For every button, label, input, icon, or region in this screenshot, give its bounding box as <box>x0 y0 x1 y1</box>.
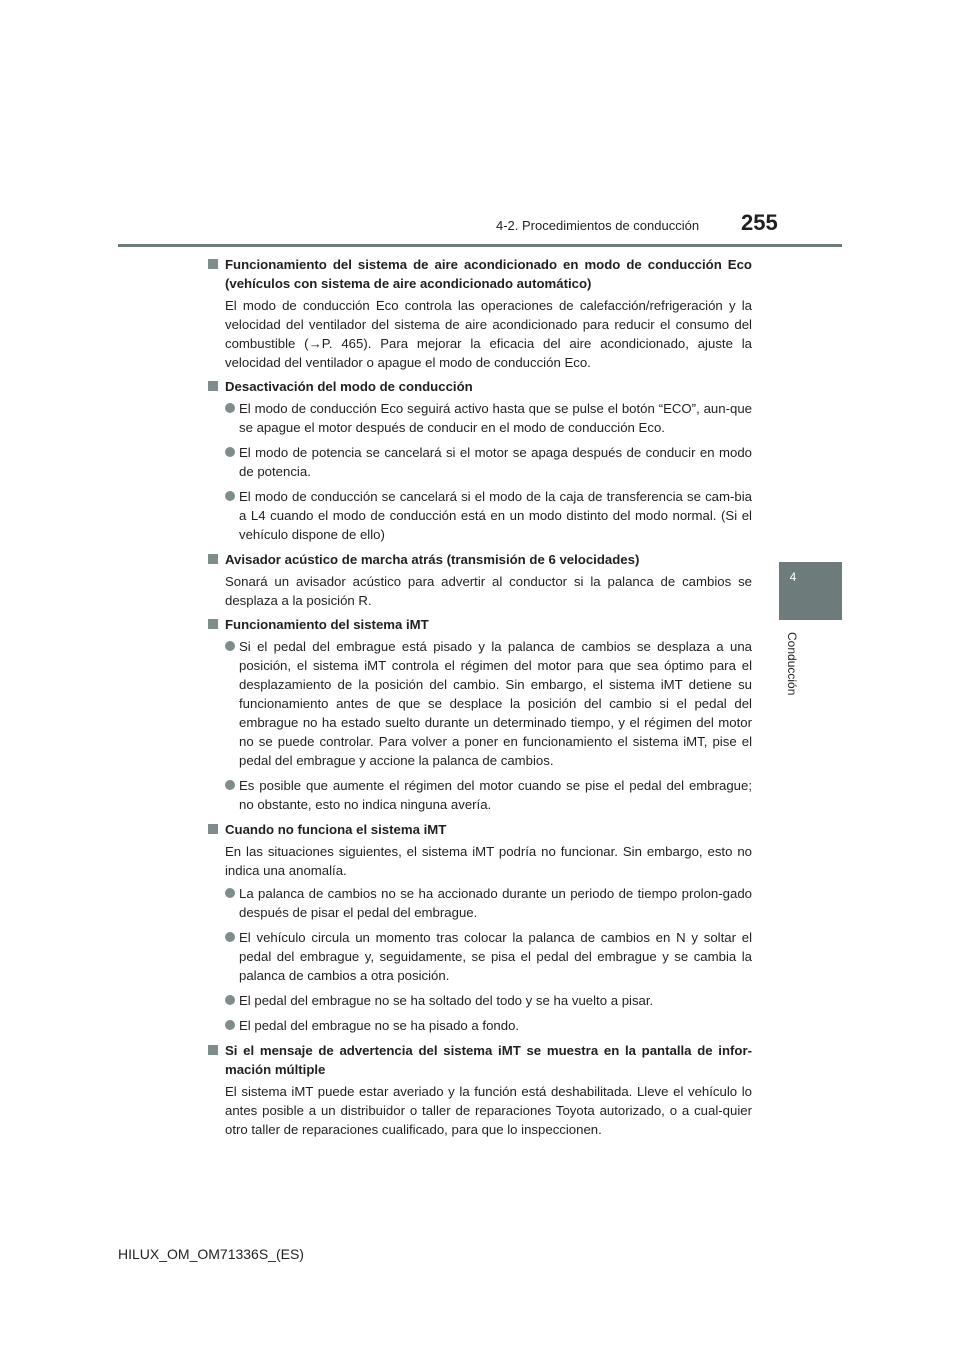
square-bullet-icon <box>208 381 218 391</box>
section-heading: 4-2. Procedimientos de conducción <box>496 218 700 233</box>
section <box>208 255 752 372</box>
circle-bullet-icon <box>225 888 235 898</box>
list-item-text: Si el pedal del embrague está pisado y la palanca de cambios se desplaza a una posición, el sistema iMT controla el régimen del motor para que sea óptimo para el desplazamiento de la posición del cambio. Sin embargo, el sistema iMT detiene su funcionamiento antes de que se desplace la posición del cambio si el pedal del embrague no ha estado suelto durante un determinado tiempo, y el régimen del motor no se puede controlar. Para volver a poner en funcionamiento el sistema iMT, pise el pedal del embrague y accione la palanca de cambios. <box>239 639 752 768</box>
list-item <box>208 1016 752 1035</box>
paragraph: El modo de conducción Eco controla las operaciones de calefacción/refrigeración y la velocidad del ventilador del sistema de aire acondicionado para reducir el consumo del combustible (→P. 465). Para mejorar la eficacia del aire acondicionado, ajuste la velocidad del ventilador o apague el modo de conducción Eco. <box>225 298 752 370</box>
circle-bullet-icon <box>225 403 235 413</box>
list-item <box>208 399 752 437</box>
list-item-text: La palanca de cambios no se ha accionado durante un periodo de tiempo prolon-gado después de pisar el pedal del embrague. <box>239 886 752 920</box>
section-title <box>208 377 752 396</box>
square-bullet-icon <box>208 259 218 269</box>
header-divider <box>118 244 842 247</box>
page-content <box>208 255 752 1144</box>
list-item <box>208 443 752 481</box>
paragraph: Sonará un avisador acústico para advertir al conductor si la palanca de cambios se desplaza a la posición R. <box>225 574 752 608</box>
list-item <box>208 637 752 770</box>
section-title-text: Si el mensaje de advertencia del sistema iMT se muestra en la pantalla de infor-mación múltiple <box>225 1043 752 1077</box>
section-title-text: Funcionamiento del sistema iMT <box>225 617 429 632</box>
section-title-text: Desactivación del modo de conducción <box>225 379 473 394</box>
paragraph: En las situaciones siguientes, el sistema iMT podría no funcionar. Sin embargo, esto no indica una anomalía. <box>225 844 752 878</box>
section-title <box>208 1041 752 1079</box>
list-item-text: El modo de conducción se cancelará si el modo de la caja de transferencia se cam-bia a L4 cuando el modo de conducción está en un modo distinto del modo normal. (Si el vehículo dispone de ello) <box>239 489 752 542</box>
chapter-side-label-text: Conducción <box>785 632 799 696</box>
chapter-tab-number: 4 <box>789 570 797 584</box>
list-item-text: El vehículo circula un momento tras colocar la palanca de cambios en N y soltar el pedal del embrague y, seguidamente, se pisa el pedal del embrague y se cambia la palanca de cambios a otra posición. <box>239 930 752 983</box>
section-title <box>208 820 752 839</box>
list-item-text: Es posible que aumente el régimen del motor cuando se pise el pedal del embrague; no obstante, esto no indica ninguna avería. <box>239 778 752 812</box>
section <box>208 615 752 814</box>
page-number: 255 <box>741 210 778 235</box>
list-item <box>208 928 752 985</box>
square-bullet-icon <box>208 554 218 564</box>
circle-bullet-icon <box>225 491 235 501</box>
section <box>208 1041 752 1139</box>
paragraph: El sistema iMT puede estar averiado y la función está deshabilitada. Lleve el vehículo lo antes posible a un distribuidor o taller de reparaciones Toyota autorizado, o a cual-quier otro taller de reparaciones cualificado, para que lo inspeccionen. <box>225 1084 752 1137</box>
list-item <box>208 487 752 544</box>
square-bullet-icon <box>208 824 218 834</box>
circle-bullet-icon <box>225 447 235 457</box>
chapter-side-label <box>783 632 805 712</box>
section-title-text: Avisador acústico de marcha atrás (transmisión de 6 velocidades) <box>225 552 640 567</box>
list-item <box>208 776 752 814</box>
list-item-text: El pedal del embrague no se ha pisado a fondo. <box>239 1018 520 1033</box>
section-title-text: Funcionamiento del sistema de aire acondicionado en modo de conducción Eco (vehículos con sistema de aire acondicionado automático) <box>225 257 752 291</box>
circle-bullet-icon <box>225 641 235 651</box>
circle-bullet-icon <box>225 932 235 942</box>
square-bullet-icon <box>208 1045 218 1055</box>
list-item-text: El modo de potencia se cancelará si el motor se apaga después de conducir en modo de potencia. <box>239 445 752 479</box>
list-item-text: El pedal del embrague no se ha soltado del todo y se ha vuelto a pisar. <box>239 993 654 1008</box>
section-title-text: Cuando no funciona el sistema iMT <box>225 822 447 837</box>
list-item-text: El modo de conducción Eco seguirá activo hasta que se pulse el botón “ECO”, aun-que se apague el motor después de conducir en el modo de conducción Eco. <box>239 401 752 435</box>
circle-bullet-icon <box>225 780 235 790</box>
section <box>208 377 752 544</box>
document-code: HILUX_OM_OM71336S_(ES) <box>118 1246 304 1262</box>
list-item <box>208 884 752 922</box>
circle-bullet-icon <box>225 995 235 1005</box>
section <box>208 550 752 610</box>
section-title <box>208 615 752 634</box>
section-title <box>208 255 752 293</box>
square-bullet-icon <box>208 619 218 629</box>
section <box>208 820 752 1035</box>
list-item <box>208 991 752 1010</box>
section-title <box>208 550 752 569</box>
circle-bullet-icon <box>225 1020 235 1030</box>
